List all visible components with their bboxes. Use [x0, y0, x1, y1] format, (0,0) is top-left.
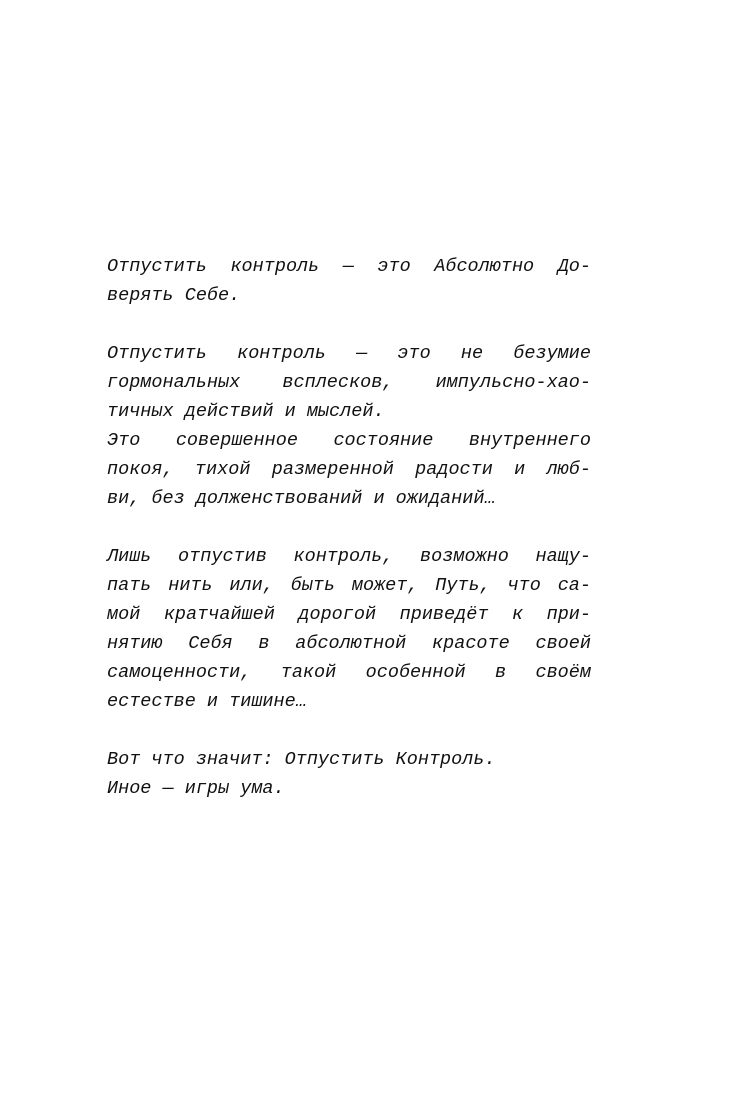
text-line: нятию Себя в абсолютной красоте своей — [107, 633, 591, 654]
paragraph — [107, 252, 591, 310]
text-line: тичных действий и мыслей. — [107, 401, 385, 422]
text-line: покоя, тихой размеренной радости и люб- — [107, 459, 591, 480]
text-body — [107, 252, 591, 803]
text-line: верять Себе. — [107, 285, 241, 306]
text-line: Отпустить контроль — это не безумие — [107, 343, 591, 364]
paragraph — [107, 339, 591, 513]
text-line: Вот что значит: Отпустить Контроль. — [107, 749, 496, 770]
text-line: мой кратчайшей дорогой приведёт к при- — [107, 604, 591, 625]
text-line: самоценности, такой особенной в своём — [107, 662, 591, 683]
text-line: естестве и тишине… — [107, 691, 307, 712]
text-line: Лишь отпустив контроль, возможно нащу- — [107, 546, 591, 567]
text-line: пать нить или, быть может, Путь, что са- — [107, 575, 591, 596]
text-line: гормональных всплесков, импульсно-хао- — [107, 372, 591, 393]
text-line: Иное — игры ума. — [107, 778, 285, 799]
text-line: Отпустить контроль — это Абсолютно До- — [107, 256, 591, 277]
text-line: ви, без долженствований и ожиданий… — [107, 488, 496, 509]
paragraph — [107, 542, 591, 716]
paragraph — [107, 745, 591, 803]
text-line: Это совершенное состояние внутреннего — [107, 430, 591, 451]
